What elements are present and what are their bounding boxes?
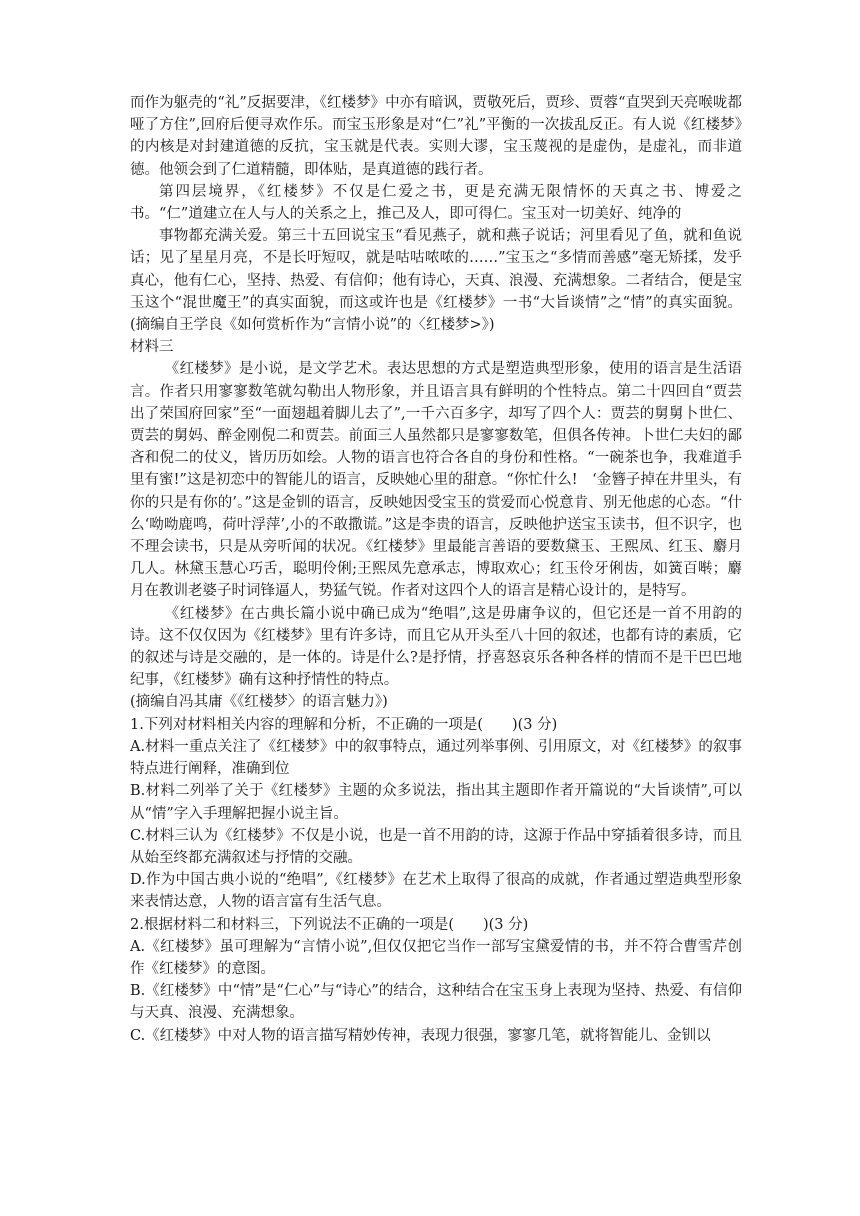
section-heading-material-3: 材料三 bbox=[130, 339, 174, 356]
document-page bbox=[130, 92, 742, 1047]
source-citation: (摘编自冯其庸《《红楼梦〉的语言魅力》) bbox=[130, 694, 388, 711]
question-2-option-c: C.《红楼梦》中对人物的语言描写精妙传神，表现力很强，寥寥几笔，就将智能儿、金钏以 bbox=[130, 1027, 711, 1044]
paragraph-language: 《红楼梦》是小说，是文学艺术。表达思想的方式是塑造典型形象，使用的语言是生活语言。作者只用寥寥数笔就勾勒出人物形象，并且语言具有鲜明的个性特点。第二十四回自“贾芸出了荣国府回家”至“一面翅趄着脚儿去了”,一千六百多字，却写了四个人：贾芸的舅舅卜世仁、贾芸的舅妈、醉金刚倪二和贾芸。前面三人虽然都只是寥寥数笔，但俱各传神。卜世仁夫妇的鄙吝和倪二的仗义，皆历历如绘。人物的语言也符合各自的身份和性格。“一碗茶也争，我难道手里有蜜!”这是初恋中的智能儿的语言，反映她心里的甜意。“你忙什么! ‘金簪子掉在井里头，有你的只是有你的’。”这是金钏的语言，反映她因受宝玉的赏爱而心悦意肯、别无他虑的心态。“什么‘呦呦鹿鸣，荷叶浮萍’,小的不敢撒谎。”这是李贵的语言，反映他护送宝玉读书，但不识字，也不理会读书，只是从旁听闻的状况。《红楼梦》里最能言善语的要数黛玉、王熙凤、红玉、麝月几人。林黛玉慧心巧舌，聪明伶俐;王熙凤先意承志，博取欢心；红玉伶牙俐齿，如簧百啭；麝月在教训老婆子时词锋逼人，势猛气锐。作者对这四个人的语言是精心设计的，是特写。 bbox=[130, 361, 742, 600]
question-1-option-d: D.作为中国古典小说的“绝唱”,《红楼梦》在艺术上取得了很高的成就，作者通过塑造典型形象来表情达意，人物的语言富有生活气息。 bbox=[130, 872, 742, 911]
question-1-option-a: A.材料一重点关注了《红楼梦》中的叙事特点，通过列举事例、引用原文，对《红楼梦》的叙事特点进行阐释，准确到位 bbox=[130, 738, 742, 778]
question-2: 2.根据材料二和材料三，下列说法不正确的一项是( )(3 分) bbox=[130, 916, 529, 933]
question-1-option-b: B.材料二列举了关于《红楼梦》主题的众多说法，指出其主题即作者开篇说的“大旨谈情”,可以从“情”字入手理解把握小说主旨。 bbox=[130, 783, 742, 822]
question-2-option-b: B.《红楼梦》中“情”是“仁心”与“诗心”的结合，这种结合在宝玉身上表现为坚持、热爱、有信仰与天真、浪漫、充满想象。 bbox=[130, 983, 742, 1022]
question-2-option-a: A.《红楼梦》虽可理解为“言情小说”,但仅仅把它当作一部写宝黛爱情的书，并不符合曹雪芹创作《红楼梦》的意图。 bbox=[130, 938, 742, 977]
paragraph-baoyu-love: 事物都充满关爱。第三十五回说宝玉“看见燕子，就和燕子说话；河里看见了鱼，就和鱼说话；见了星星月亮，不是长吁短叹，就是咕咕哝哝的……”宝玉之“多情而善感”毫无矫揉，发乎真心，他有仁心，坚持、热爱、有信仰；他有诗心，天真、浪漫、充满想象。二者结合，便是宝玉这个“混世魔王”的真实面貌，而这或许也是《红楼梦》一书“大旨谈情”之“情”的真实面貌。(摘编自王学良《如何赏析作为“言情小说”的〈红楼梦>》) bbox=[130, 228, 742, 334]
question-1-option-c: C.材料三认为《红楼梦》不仅是小说，也是一首不用韵的诗，这源于作品中穿插着很多诗，而且从始至终都充满叙述与抒情的交融。 bbox=[130, 827, 742, 866]
paragraph-fourth-realm: 第四层境界，《红楼梦》不仅是仁爱之书，更是充满无限情怀的天真之书、博爱之书。“仁”道建立在人与人的关系之上，推己及人，即可得仁。宝玉对一切美好、纯净的 bbox=[130, 183, 742, 223]
question-1: 1.下列对材料相关内容的理解和分析，不正确的一项是( )(3 分) bbox=[130, 716, 558, 733]
paragraph-ritual: 而作为躯壳的“礼”反据要津，《红楼梦》中亦有暗讽，贾敬死后，贾珍、贾蓉“直哭到天亮喉咙都哑了方住”,回府后便寻欢作乐。而宝玉形象是对“仁”礼”平衡的一次拔乱反正。有人说《红楼梦》的内核是对封建道德的反抗，宝玉就是代表。实则大谬，宝玉蔑视的是虚伪，是虚礼，而非道德。他领会到了仁道精髓，即体贴，是真道德的践行者。 bbox=[130, 95, 742, 178]
paragraph-poem: 《红楼梦》在古典长篇小说中确已成为“绝唱”,这是毋庸争议的，但它还是一首不用韵的诗。这不仅仅因为《红楼梦》里有许多诗，而且它从开头至八十回的叙述，也都有诗的素质，它的叙述与诗是交融的，是一体的。诗是什么?是抒情，抒喜怒哀乐各种各样的情而不是干巴巴地纪事，《红楼梦》确有这种抒情性的特点。 bbox=[130, 605, 742, 689]
